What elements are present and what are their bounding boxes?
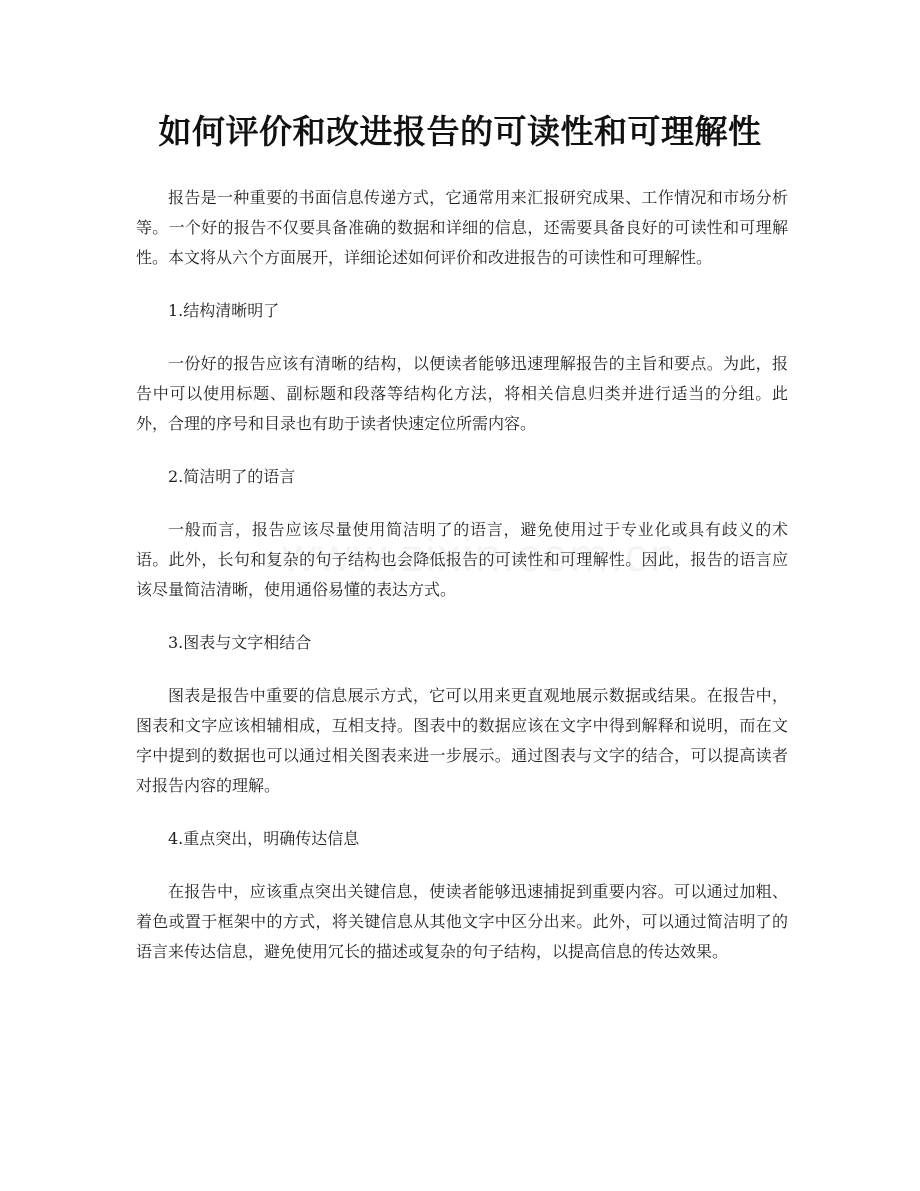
section-heading: 4.重点突出，明确传达信息 xyxy=(168,829,360,848)
section-heading: 1.结构清晰明了 xyxy=(168,301,280,320)
document-title: 如何评价和改进报告的可读性和可理解性 xyxy=(158,112,762,151)
document-body xyxy=(136,183,788,990)
intro-paragraph: 报告是一种重要的书面信息传递方式，它通常用来汇报研究成果、工作情况和市场分析等。一个好的报告不仅要具备准确的数据和详细的信息，还需要具备良好的可读性和可理解性。本文将从六个方面展开，详细论述如何评价和改进报告的可读性和可理解性。 xyxy=(136,188,788,267)
section-paragraph: 图表是报告中重要的信息展示方式，它可以用来更直观地展示数据或结果。在报告中，图表和文字应该相辅相成，互相支持。图表中的数据应该在文字中得到解释和说明，而在文字中提到的数据也可以通过相关图表来进一步展示。通过图表与文字的结合，可以提高读者对报告内容的理解。 xyxy=(136,686,788,795)
section-paragraph: 在报告中，应该重点突出关键信息，使读者能够迅速捕捉到重要内容。可以通过加粗、着色或置于框架中的方式，将关键信息从其他文字中区分出来。此外，可以通过简洁明了的语言来传达信息，避免使用冗长的描述或复杂的句子结构，以提高信息的传达效果。 xyxy=(136,882,788,961)
section-heading: 3.图表与文字相结合 xyxy=(168,633,312,652)
section-heading: 2.简洁明了的语言 xyxy=(168,467,296,486)
section-paragraph: 一份好的报告应该有清晰的结构，以便读者能够迅速理解报告的主旨和要点。为此，报告中可以使用标题、副标题和段落等结构化方法，将相关信息归类并进行适当的分组。此外，合理的序号和目录也有助于读者快速定位所需内容。 xyxy=(136,354,788,433)
section-paragraph: 一般而言，报告应该尽量使用简洁明了的语言，避免使用过于专业化或具有歧义的术语。此外，长句和复杂的句子结构也会降低报告的可读性和可理解性。因此，报告的语言应该尽量简洁清晰，使用通俗易懂的表达方式。 xyxy=(136,520,788,599)
